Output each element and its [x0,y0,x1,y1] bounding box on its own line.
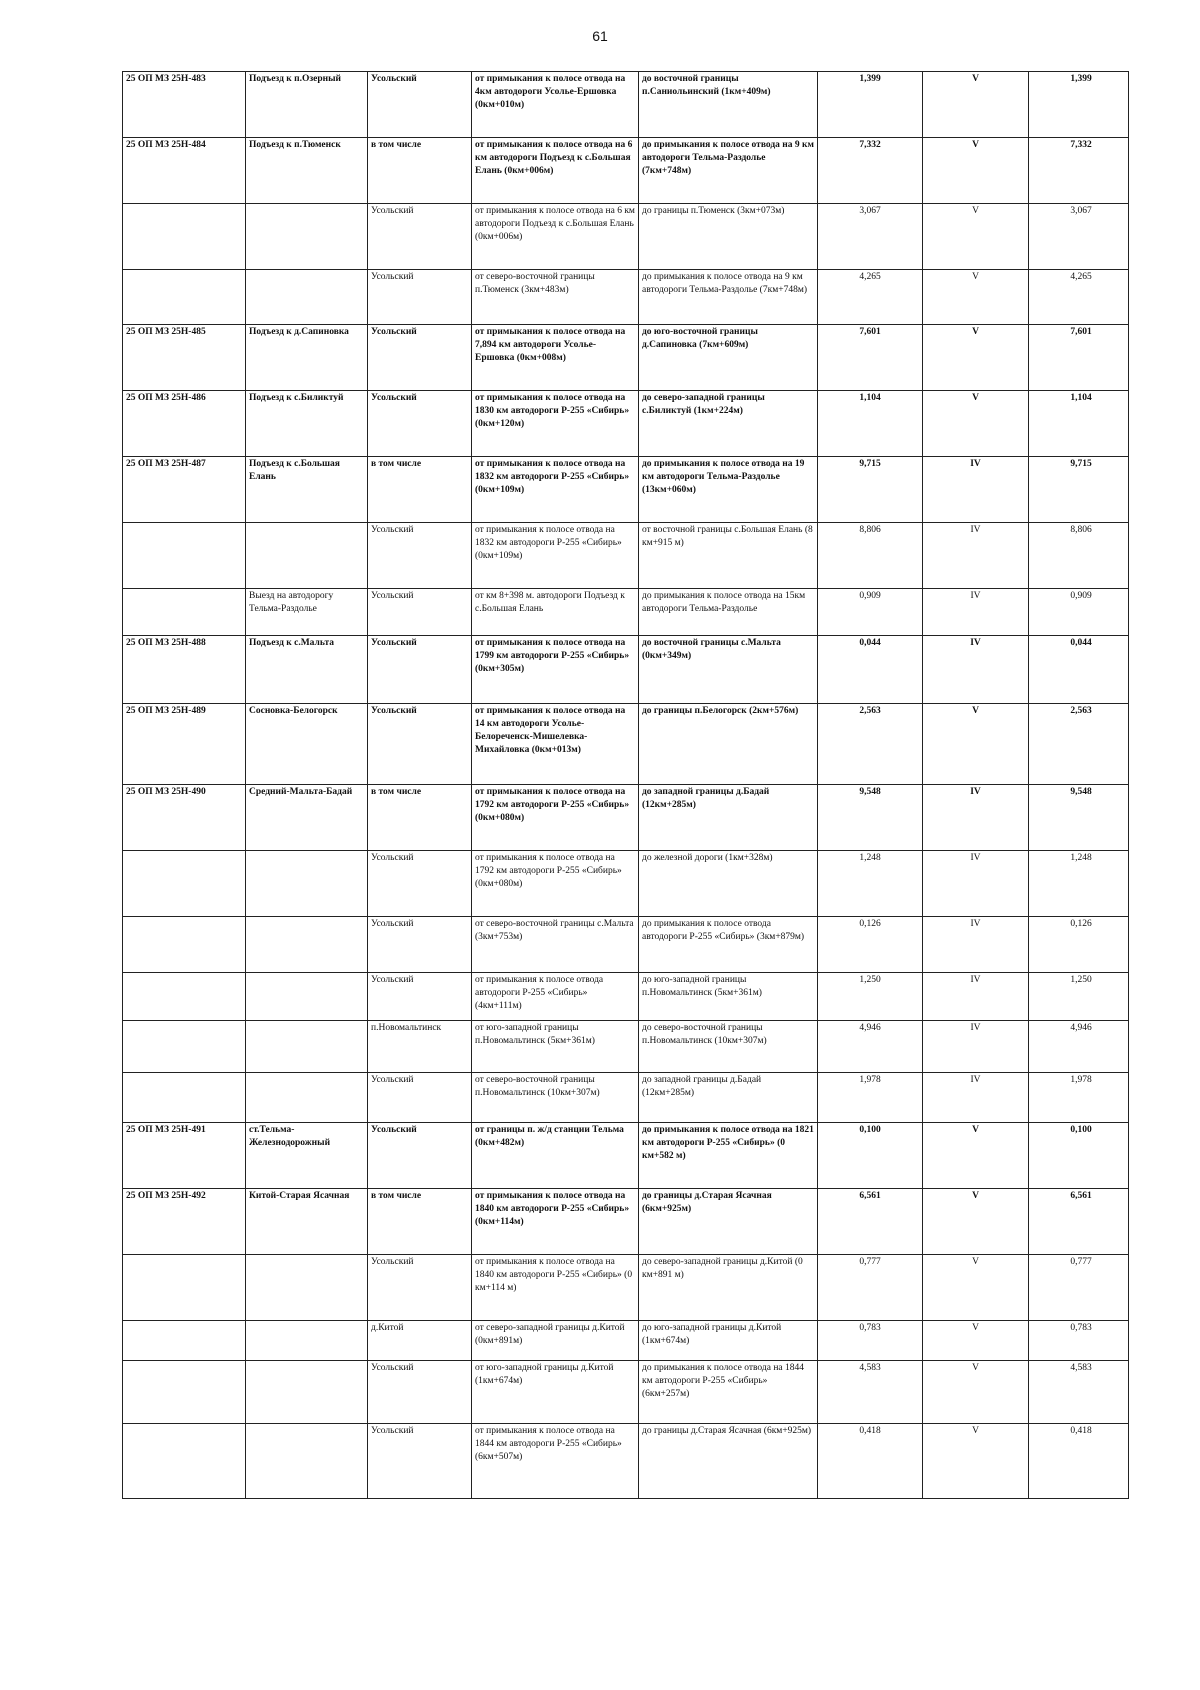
segment-start-cell: от юго-западной границы д.Китой (1км+674м) [472,1361,639,1424]
length-total-cell: 1,104 [1029,391,1129,457]
table-row [123,917,1129,973]
segment-end-cell: до северо-восточной границы п.Новомальтинск (10км+307м) [639,1021,818,1073]
table-row [123,1321,1129,1361]
category-cell: IV [923,589,1029,636]
length-cell: 1,250 [818,973,923,1021]
length-cell: 1,399 [818,72,923,138]
length-cell: 0,044 [818,636,923,704]
district-cell: Усольский [368,204,472,270]
road-code-cell [123,1321,246,1361]
category-cell: IV [923,1021,1029,1073]
segment-end-cell: до примыкания к полосе отвода на 9 км автодороги Тельма-Раздолье (7км+748м) [639,270,818,325]
length-total-cell: 1,248 [1029,851,1129,917]
road-code-cell: 25 ОП МЗ 25Н-483 [123,72,246,138]
district-cell: в том числе [368,138,472,204]
length-cell: 9,548 [818,785,923,851]
roads-table-body [123,72,1129,1499]
road-name-cell [246,1073,368,1123]
length-total-cell: 0,777 [1029,1255,1129,1321]
segment-start-cell: от примыкания к полосе отвода на 1830 км автодороги Р-255 «Сибирь» (0км+120м) [472,391,639,457]
road-code-cell [123,973,246,1021]
district-cell: Усольский [368,1073,472,1123]
page-number: 61 [592,28,608,44]
road-name-cell: ст.Тельма-Железнодорожный [246,1123,368,1189]
table-row [123,1021,1129,1073]
length-total-cell: 0,783 [1029,1321,1129,1361]
road-name-cell [246,1255,368,1321]
road-name-cell: Подъезд к п.Тюменск [246,138,368,204]
road-name-cell: Подъезд к с.Большая Елань [246,457,368,523]
table-row [123,704,1129,785]
table-row [123,785,1129,851]
length-cell: 1,978 [818,1073,923,1123]
table-row [123,589,1129,636]
segment-start-cell: от примыкания к полосе отвода на 1832 км автодороги Р-255 «Сибирь» (0км+109м) [472,457,639,523]
district-cell: Усольский [368,973,472,1021]
road-name-cell: Выезд на автодорогу Тельма-Раздолье [246,589,368,636]
segment-start-cell: от северо-западной границы д.Китой (0км+891м) [472,1321,639,1361]
road-name-cell: Подъезд к д.Сапиновка [246,325,368,391]
road-code-cell: 25 ОП МЗ 25Н-490 [123,785,246,851]
segment-end-cell: до восточной границы п.Саниольинский (1км+409м) [639,72,818,138]
segment-end-cell: до границы д.Старая Ясачная (6км+925м) [639,1189,818,1255]
road-code-cell: 25 ОП МЗ 25Н-485 [123,325,246,391]
district-cell: Усольский [368,704,472,785]
segment-start-cell: от примыкания к полосе отвода на 1840 км автодороги Р-255 «Сибирь» (0 км+114 м) [472,1255,639,1321]
table-row [123,973,1129,1021]
category-cell: V [923,391,1029,457]
segment-start-cell: от северо-восточной границы с.Мальта (3км+753м) [472,917,639,973]
category-cell: V [923,72,1029,138]
category-cell: IV [923,785,1029,851]
category-cell: IV [923,1073,1029,1123]
segment-end-cell: до границы п.Тюменск (3км+073м) [639,204,818,270]
district-cell: Усольский [368,325,472,391]
length-cell: 0,783 [818,1321,923,1361]
segment-start-cell: от примыкания к полосе отвода на 6 км автодороги Подъезд к с.Большая Елань (0км+006м) [472,204,639,270]
category-cell: V [923,138,1029,204]
district-cell: д.Китой [368,1321,472,1361]
segment-end-cell: до юго-западной границы д.Китой (1км+674м) [639,1321,818,1361]
length-cell: 9,715 [818,457,923,523]
segment-start-cell: от примыкания к полосе отвода на 1844 км автодороги Р-255 «Сибирь» (6км+507м) [472,1424,639,1499]
roads-table [122,71,1129,1499]
road-name-cell [246,917,368,973]
segment-end-cell: до юго-восточной границы д.Сапиновка (7км+609м) [639,325,818,391]
category-cell: V [923,1361,1029,1424]
district-cell: Усольский [368,72,472,138]
category-cell: V [923,1321,1029,1361]
segment-start-cell: от примыкания к полосе отвода на 1792 км автодороги Р-255 «Сибирь» (0км+080м) [472,851,639,917]
length-total-cell: 8,806 [1029,523,1129,589]
segment-end-cell: до примыкания к полосе отвода на 1844 км автодороги Р-255 «Сибирь» (6км+257м) [639,1361,818,1424]
district-cell: в том числе [368,785,472,851]
road-name-cell [246,523,368,589]
district-cell: Усольский [368,917,472,973]
district-cell: Усольский [368,523,472,589]
length-total-cell: 2,563 [1029,704,1129,785]
segment-end-cell: до границы д.Старая Ясачная (6км+925м) [639,1424,818,1499]
segment-end-cell: до северо-западной границы д.Китой (0 км+891 м) [639,1255,818,1321]
length-total-cell: 0,909 [1029,589,1129,636]
segment-end-cell: до железной дороги (1км+328м) [639,851,818,917]
table-row [123,523,1129,589]
segment-end-cell: до примыкания к полосе отвода автодороги Р-255 «Сибирь» (3км+879м) [639,917,818,973]
road-code-cell [123,204,246,270]
length-total-cell: 3,067 [1029,204,1129,270]
road-name-cell [246,1361,368,1424]
road-code-cell: 25 ОП МЗ 25Н-489 [123,704,246,785]
length-total-cell: 4,946 [1029,1021,1129,1073]
segment-start-cell: от примыкания к полосе отвода на 1840 км автодороги Р-255 «Сибирь» (0км+114м) [472,1189,639,1255]
table-row [123,204,1129,270]
segment-end-cell: до западной границы д.Бадай (12км+285м) [639,1073,818,1123]
road-code-cell [123,1361,246,1424]
length-total-cell: 0,418 [1029,1424,1129,1499]
table-row [123,1073,1129,1123]
segment-end-cell: до западной границы д.Бадай (12км+285м) [639,785,818,851]
road-name-cell [246,1424,368,1499]
length-cell: 1,248 [818,851,923,917]
road-code-cell [123,523,246,589]
length-cell: 4,583 [818,1361,923,1424]
table-row [123,72,1129,138]
district-cell: Усольский [368,636,472,704]
road-name-cell [246,1021,368,1073]
segment-start-cell: от границы п. ж/д станции Тельма (0км+482м) [472,1123,639,1189]
road-name-cell [246,204,368,270]
length-total-cell: 7,601 [1029,325,1129,391]
length-total-cell: 0,126 [1029,917,1129,973]
category-cell: IV [923,636,1029,704]
segment-start-cell: от примыкания к полосе отвода на 7,894 км автодороги Усолье-Ершовка (0км+008м) [472,325,639,391]
category-cell: V [923,325,1029,391]
table-row [123,1424,1129,1499]
road-code-cell [123,1021,246,1073]
road-code-cell: 25 ОП МЗ 25Н-487 [123,457,246,523]
category-cell: IV [923,851,1029,917]
category-cell: V [923,270,1029,325]
table-row [123,270,1129,325]
table-row [123,1255,1129,1321]
road-code-cell [123,1424,246,1499]
district-cell: Усольский [368,391,472,457]
length-total-cell: 4,583 [1029,1361,1129,1424]
road-name-cell [246,270,368,325]
segment-start-cell: от примыкания к полосе отвода на 6 км автодороги Подъезд к с.Большая Елань (0км+006м) [472,138,639,204]
segment-start-cell: от примыкания к полосе отвода на 14 км автодороги Усолье-Белореченск-Мишелевка-Михайловка (0км+013м) [472,704,639,785]
length-cell: 7,601 [818,325,923,391]
length-cell: 2,563 [818,704,923,785]
length-total-cell: 0,044 [1029,636,1129,704]
district-cell: в том числе [368,457,472,523]
road-code-cell [123,851,246,917]
road-code-cell: 25 ОП МЗ 25Н-486 [123,391,246,457]
length-cell: 6,561 [818,1189,923,1255]
segment-start-cell: от северо-восточной границы п.Тюменск (3км+483м) [472,270,639,325]
road-code-cell [123,1255,246,1321]
district-cell: Усольский [368,270,472,325]
district-cell: Усольский [368,1361,472,1424]
table-row [123,138,1129,204]
length-cell: 0,126 [818,917,923,973]
road-name-cell [246,851,368,917]
length-total-cell: 1,399 [1029,72,1129,138]
length-total-cell: 9,548 [1029,785,1129,851]
segment-end-cell: до северо-западной границы с.Биликтуй (1км+224м) [639,391,818,457]
table-row [123,1189,1129,1255]
road-code-cell: 25 ОП МЗ 25Н-484 [123,138,246,204]
segment-start-cell: от примыкания к полосе отвода автодороги Р-255 «Сибирь» (4км+111м) [472,973,639,1021]
road-code-cell [123,589,246,636]
segment-end-cell: до примыкания к полосе отвода на 15км автодороги Тельма-Раздолье [639,589,818,636]
segment-start-cell: от примыкания к полосе отвода на 1832 км автодороги Р-255 «Сибирь» (0км+109м) [472,523,639,589]
length-cell: 0,418 [818,1424,923,1499]
length-total-cell: 6,561 [1029,1189,1129,1255]
length-total-cell: 1,978 [1029,1073,1129,1123]
length-total-cell: 0,100 [1029,1123,1129,1189]
road-code-cell: 25 ОП МЗ 25Н-491 [123,1123,246,1189]
district-cell: в том числе [368,1189,472,1255]
road-code-cell [123,270,246,325]
district-cell: Усольский [368,1424,472,1499]
segment-end-cell: до примыкания к полосе отвода на 1821 км автодороги Р-255 «Сибирь» (0 км+582 м) [639,1123,818,1189]
segment-start-cell: от примыкания к полосе отвода на 4км автодороги Усолье-Ершовка (0км+010м) [472,72,639,138]
category-cell: V [923,204,1029,270]
length-cell: 0,909 [818,589,923,636]
category-cell: IV [923,973,1029,1021]
length-cell: 0,100 [818,1123,923,1189]
district-cell: Усольский [368,1123,472,1189]
table-row [123,636,1129,704]
category-cell: V [923,1255,1029,1321]
road-name-cell: Сосновка-Белогорск [246,704,368,785]
length-cell: 7,332 [818,138,923,204]
length-cell: 1,104 [818,391,923,457]
road-name-cell: Китой-Старая Ясачная [246,1189,368,1255]
road-name-cell [246,1321,368,1361]
segment-end-cell: до границы п.Белогорск (2км+576м) [639,704,818,785]
length-cell: 3,067 [818,204,923,270]
segment-start-cell: от примыкания к полосе отвода на 1799 км автодороги Р-255 «Сибирь» (0км+305м) [472,636,639,704]
road-code-cell: 25 ОП МЗ 25Н-492 [123,1189,246,1255]
table-row [123,391,1129,457]
segment-start-cell: от примыкания к полосе отвода на 1792 км автодороги Р-255 «Сибирь» (0км+080м) [472,785,639,851]
road-name-cell: Подъезд к с.Мальта [246,636,368,704]
road-name-cell [246,973,368,1021]
category-cell: V [923,1424,1029,1499]
road-name-cell: Подъезд к п.Озерный [246,72,368,138]
length-cell: 4,946 [818,1021,923,1073]
segment-start-cell: от северо-восточной границы п.Новомальтинск (10км+307м) [472,1073,639,1123]
length-cell: 8,806 [818,523,923,589]
segment-start-cell: от юго-западной границы п.Новомальтинск (5км+361м) [472,1021,639,1073]
length-total-cell: 7,332 [1029,138,1129,204]
road-code-cell [123,1073,246,1123]
length-total-cell: 1,250 [1029,973,1129,1021]
segment-end-cell: от восточной границы с.Большая Елань (8 км+915 м) [639,523,818,589]
table-row [123,851,1129,917]
road-code-cell [123,917,246,973]
segment-end-cell: до восточной границы с.Мальта (0км+349м) [639,636,818,704]
category-cell: IV [923,917,1029,973]
length-total-cell: 9,715 [1029,457,1129,523]
length-cell: 4,265 [818,270,923,325]
length-cell: 0,777 [818,1255,923,1321]
segment-end-cell: до юго-западной границы п.Новомальтинск (5км+361м) [639,973,818,1021]
table-row [123,1123,1129,1189]
segment-start-cell: от км 8+398 м. автодороги Подъезд к с.Большая Елань [472,589,639,636]
district-cell: Усольский [368,1255,472,1321]
length-total-cell: 4,265 [1029,270,1129,325]
table-row [123,1361,1129,1424]
district-cell: Усольский [368,851,472,917]
table-row [123,457,1129,523]
road-name-cell: Подъезд к с.Биликтуй [246,391,368,457]
table-row [123,325,1129,391]
district-cell: Усольский [368,589,472,636]
road-name-cell: Средний-Мальта-Бадай [246,785,368,851]
category-cell: V [923,704,1029,785]
district-cell: п.Новомальтинск [368,1021,472,1073]
segment-end-cell: до примыкания к полосе отвода на 9 км автодороги Тельма-Раздолье (7км+748м) [639,138,818,204]
category-cell: V [923,1123,1029,1189]
segment-end-cell: до примыкания к полосе отвода на 19 км автодороги Тельма-Раздолье (13км+060м) [639,457,818,523]
category-cell: IV [923,457,1029,523]
road-code-cell: 25 ОП МЗ 25Н-488 [123,636,246,704]
category-cell: IV [923,523,1029,589]
category-cell: V [923,1189,1029,1255]
